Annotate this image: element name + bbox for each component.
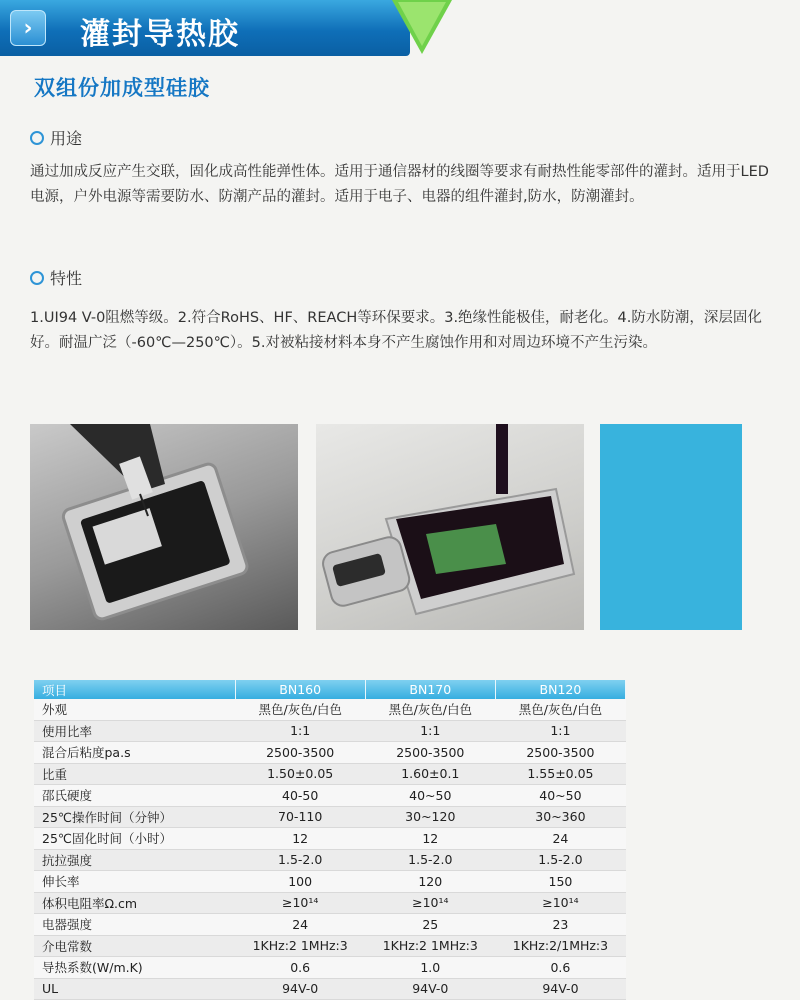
table-row (34, 785, 626, 807)
row-label-cell: 外观 (34, 699, 235, 720)
usage-paragraph: 通过加成反应产生交联，固化成高性能弹性体。适用于通信器材的线圈等要求有耐热性能零部件的灌封。适用于LED电源，户外电源等需要防水、防潮产品的灌封。适用于电子、电器的组件灌封,防水，防潮灌封。 (30, 164, 769, 205)
value-cell: 24 (495, 828, 625, 850)
table-row (34, 935, 626, 957)
table-row (34, 914, 626, 936)
value-cell: 1KHz:2 1MHz:3 (365, 935, 495, 957)
value-cell: 1KHz:2/1MHz:3 (495, 935, 625, 957)
column-header: BN170 (365, 680, 495, 699)
value-cell: 2500-3500 (365, 742, 495, 764)
product-photo-potting (316, 424, 584, 630)
table-row (34, 978, 626, 1000)
value-cell: 1.55±0.05 (495, 763, 625, 785)
usage-heading (30, 126, 82, 149)
row-label-cell: 邵氏硬度 (34, 785, 235, 807)
value-cell: 1KHz:2 1MHz:3 (235, 935, 365, 957)
table-row (34, 742, 626, 764)
row-label-cell: 体积电阻率Ω.cm (34, 892, 235, 914)
value-cell: 94V-0 (495, 978, 625, 1000)
circle-bullet-icon (30, 271, 44, 285)
features-paragraph: 1.UI94 V-0阻燃等级。2.符合RoHS、HF、REACH等环保要求。3.绝缘性能极佳，耐老化。4.防水防潮，深层固化好。耐温广泛（-60℃—250℃）。5.对被粘接材料本身不产生腐蚀作用和对周边环境不产生污染。 (30, 310, 762, 351)
row-label-cell: 抗拉强度 (34, 849, 235, 871)
value-cell: 黑色/灰色/白色 (235, 699, 365, 720)
value-cell: 1:1 (495, 720, 625, 742)
row-label-cell: 25℃操作时间（分钟） (34, 806, 235, 828)
value-cell: 1.50±0.05 (235, 763, 365, 785)
table-row (34, 806, 626, 828)
value-cell: 94V-0 (235, 978, 365, 1000)
value-cell: 黑色/灰色/白色 (365, 699, 495, 720)
value-cell: 150 (495, 871, 625, 893)
value-cell: 70-110 (235, 806, 365, 828)
usage-heading-text: 用途 (50, 129, 83, 148)
table-row (34, 763, 626, 785)
features-heading-text: 特性 (50, 269, 83, 288)
product-photo-dispensing (30, 424, 298, 630)
table-row (34, 699, 626, 720)
table-row (34, 720, 626, 742)
value-cell: ≥10¹⁴ (235, 892, 365, 914)
table-row (34, 957, 626, 979)
row-label-cell: 比重 (34, 763, 235, 785)
value-cell: 120 (365, 871, 495, 893)
value-cell: 100 (235, 871, 365, 893)
value-cell: 1.5-2.0 (235, 849, 365, 871)
value-cell: 25 (365, 914, 495, 936)
spec-table-body (34, 699, 626, 1000)
value-cell: 黑色/灰色/白色 (495, 699, 625, 720)
row-label-cell: 使用比率 (34, 720, 235, 742)
product-subtitle: 双组份加成型硅胶 (34, 76, 210, 100)
row-label-cell: 伸长率 (34, 871, 235, 893)
table-row (34, 871, 626, 893)
value-cell: 30~360 (495, 806, 625, 828)
value-cell: 40-50 (235, 785, 365, 807)
table-header-row (34, 680, 626, 699)
value-cell: 12 (365, 828, 495, 850)
column-header: BN160 (235, 680, 365, 699)
value-cell: ≥10¹⁴ (495, 892, 625, 914)
value-cell: 23 (495, 914, 625, 936)
value-cell: 1:1 (235, 720, 365, 742)
table-row (34, 892, 626, 914)
table-row (34, 828, 626, 850)
circle-bullet-icon (30, 131, 44, 145)
color-swatch (600, 424, 742, 630)
green-triangle-highlight (398, 2, 446, 46)
row-label-cell: 电器强度 (34, 914, 235, 936)
spec-table (34, 680, 626, 1000)
value-cell: 0.6 (495, 957, 625, 979)
value-cell: 40~50 (365, 785, 495, 807)
value-cell: 30~120 (365, 806, 495, 828)
column-header: 项目 (34, 680, 235, 699)
value-cell: 12 (235, 828, 365, 850)
row-label-cell: UL (34, 978, 235, 1000)
value-cell: 24 (235, 914, 365, 936)
header-banner (0, 0, 410, 56)
row-label-cell: 25℃固化时间（小时） (34, 828, 235, 850)
value-cell: 2500-3500 (495, 742, 625, 764)
chevron-right-icon: › (10, 10, 46, 46)
row-label-cell: 混合后粘度pa.s (34, 742, 235, 764)
value-cell: 0.6 (235, 957, 365, 979)
value-cell: 1.5-2.0 (495, 849, 625, 871)
value-cell: 1.5-2.0 (365, 849, 495, 871)
column-header: BN120 (495, 680, 625, 699)
value-cell: ≥10¹⁴ (365, 892, 495, 914)
page-title: 灌封导热胶 (80, 17, 240, 52)
row-label-cell: 导热系数(W/m.K) (34, 957, 235, 979)
value-cell: 1:1 (365, 720, 495, 742)
value-cell: 1.0 (365, 957, 495, 979)
value-cell: 1.60±0.1 (365, 763, 495, 785)
value-cell: 2500-3500 (235, 742, 365, 764)
value-cell: 94V-0 (365, 978, 495, 1000)
row-label-cell: 介电常数 (34, 935, 235, 957)
value-cell: 40~50 (495, 785, 625, 807)
features-heading (30, 266, 82, 289)
table-row (34, 849, 626, 871)
